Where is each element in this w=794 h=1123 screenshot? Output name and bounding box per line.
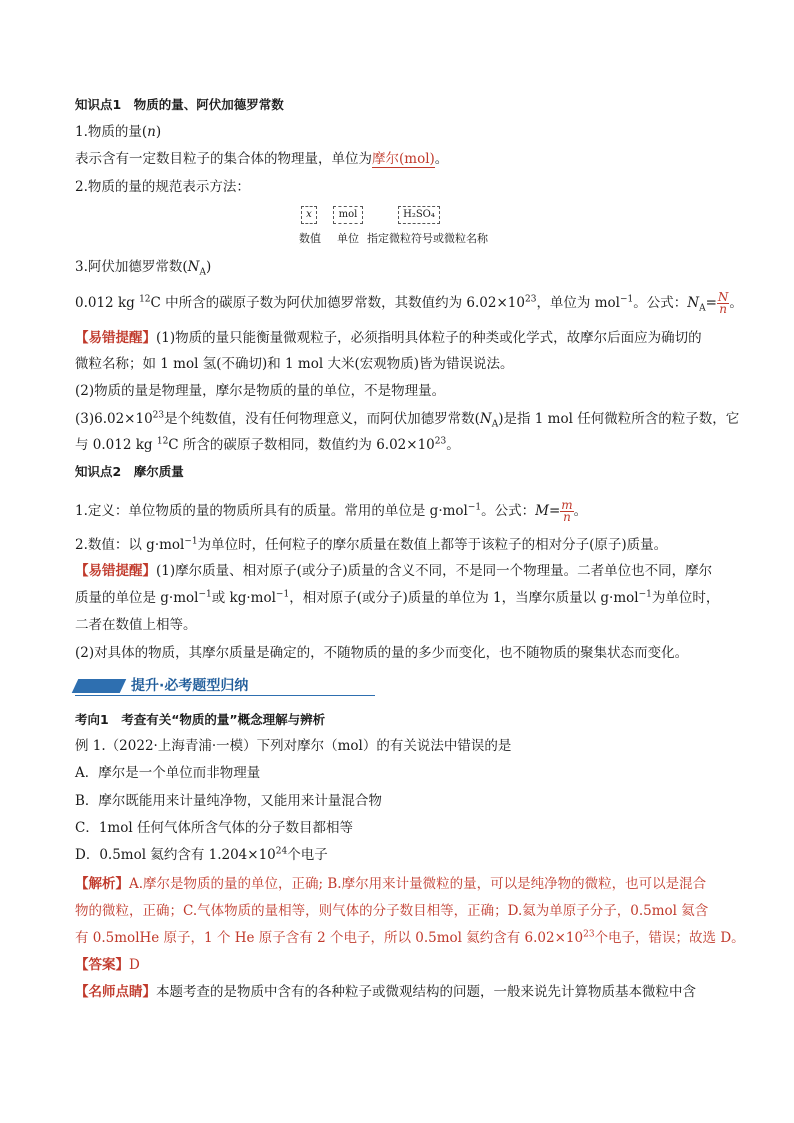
- avogadro-paragraph: 0.012 kg $^{12}$C 中所含的碳原子数为阿伏加德罗常数，其数值约为 $6.02\times 10^{23}$，单位为 mol$^{-1}$。公式：$N_A=$ $\frac{N}{n}$ 。: [75, 290, 743, 316]
- option-c: C．1mol 任何气体所含气体的分子数目都相等: [75, 820, 353, 836]
- section-heading-2: 知识点2 摩尔质量: [75, 464, 184, 479]
- banner-underline: [75, 695, 375, 696]
- analysis-line-3: 有 0.5molHe 原子，1 个 He 原子含有 2 个电子，所以 0.5mol 氦约含有 $6.02\times 10^{23}$个电子，错误；故选 D。: [75, 929, 745, 946]
- subheading-avogadro: 3.阿伏加德罗常数$(N_A)$: [75, 259, 212, 278]
- fraction-N-over-n: $\frac{N}{n}$: [717, 290, 729, 316]
- analysis-line-1: 【解析】A.摩尔是物质的量的单位，正确; B.摩尔用来计量微粒的量，可以是纯净物的微粒，也可以是混合: [75, 876, 707, 892]
- tip1-line-1: 【易错提醒】(1)物质的量只能衡量微观粒子，必须指明具体粒子的种类或化学式，故摩尔后面应为确切的: [75, 330, 702, 346]
- tip2-line-1: 【易错提醒】(1)摩尔质量、相对原子(或分子)质量的含义不同，不是同一个物理量。二者单位也不同，摩尔: [75, 563, 713, 579]
- diagram-caption-particle: 指定微粒符号或微粒名称: [367, 232, 488, 245]
- answer-line: 【答案】D: [75, 957, 140, 973]
- subheading-amount-of-substance: 1.物质的量(n): [75, 124, 162, 140]
- tip1-line-3: (2)物质的量是物理量，摩尔是物质的量的单位，不是物理量。: [75, 383, 446, 399]
- banner-accent-bar: [72, 679, 127, 693]
- diagram-box-formula: H₂SO₄: [398, 206, 440, 224]
- teacher-comment: 【名师点睛】本题考查的是物质中含有的各种粒子或微观结构的问题，一般来说先计算物质基本微粒中含: [75, 984, 696, 1000]
- section-banner: [75, 676, 375, 696]
- molar-mass-definition: 1.定义：单位物质的量的物质所具有的质量。常用的单位是 g·mol$^{-1}$。公式：M= $\frac{m}{n}$ 。: [75, 498, 588, 524]
- tip1-line-2: 微粒名称；如 1 mol 氢(不确切)和 1 mol 大米(宏观物质)皆为错误说法。: [75, 356, 514, 372]
- diagram-box-unit: mol: [333, 206, 363, 224]
- diagram-box-value: x: [301, 206, 317, 224]
- option-b: B．摩尔既能用来计量纯净物，又能用来计量混合物: [75, 793, 382, 809]
- section-heading-1: 知识点1 物质的量、阿伏加德罗常数: [75, 97, 284, 112]
- tip1-line-4: $(3)6.02\times 10^{23}$是个纯数值，没有任何物理意义，而阿伏加德罗常数$(N_A)$是指 1 mol 任何微粒所含的粒子数，它: [75, 410, 740, 430]
- fraction-m-over-n: $\frac{m}{n}$: [561, 498, 573, 524]
- banner-title: 提升·必考题型归纳: [131, 678, 249, 694]
- tip2-line-2: 质量的单位是 g·mol$^{-1}$或 kg·mol$^{-1}$，相对原子(或分子)质量的单位为 1，当摩尔质量以 g·mol$^{-1}$为单位时，: [75, 589, 720, 606]
- diagram-caption-value: 数值: [299, 232, 321, 245]
- subheading-notation: 2.物质的量的规范表示方法：: [75, 179, 250, 195]
- example-stem: 例 1.（2022·上海青浦·一模）下列对摩尔（mol）的有关说法中错误的是: [75, 738, 512, 754]
- exam-direction-heading: 考向1 考查有关“物质的量”概念理解与辨析: [75, 712, 326, 727]
- molar-mass-value: 2.数值：以 g·mol$^{-1}$为单位时，任何粒子的摩尔质量在数值上都等于该粒子的相对分子(原子)质量。: [75, 536, 668, 553]
- tip2-line-3: 二者在数值上相等。: [75, 617, 197, 633]
- option-a: A．摩尔是一个单位而非物理量: [75, 765, 261, 781]
- tip2-line-4: (2)对具体的物质，其摩尔质量是确定的，不随物质的量的多少而变化，也不随物质的聚集状态而变化。: [75, 645, 689, 661]
- analysis-line-2: 物的微粒，正确；C.气体物质的量相等，则气体的分子数目相等，正确；D.氦为单原子分子，0.5mol 氦含: [75, 903, 709, 919]
- tip1-line-5: 与 0.012 kg $^{12}$C 所含的碳原子数相同，数值约为 $6.02\times 10^{23}$。: [75, 436, 460, 453]
- definition-paragraph: 表示含有一定数目粒子的集合体的物理量，单位为摩尔(mol)。: [75, 151, 449, 167]
- diagram-caption-unit: 单位: [337, 232, 359, 245]
- option-d: D．0.5mol 氦约含有 $1.204\times 10^{24}$个电子: [75, 846, 328, 863]
